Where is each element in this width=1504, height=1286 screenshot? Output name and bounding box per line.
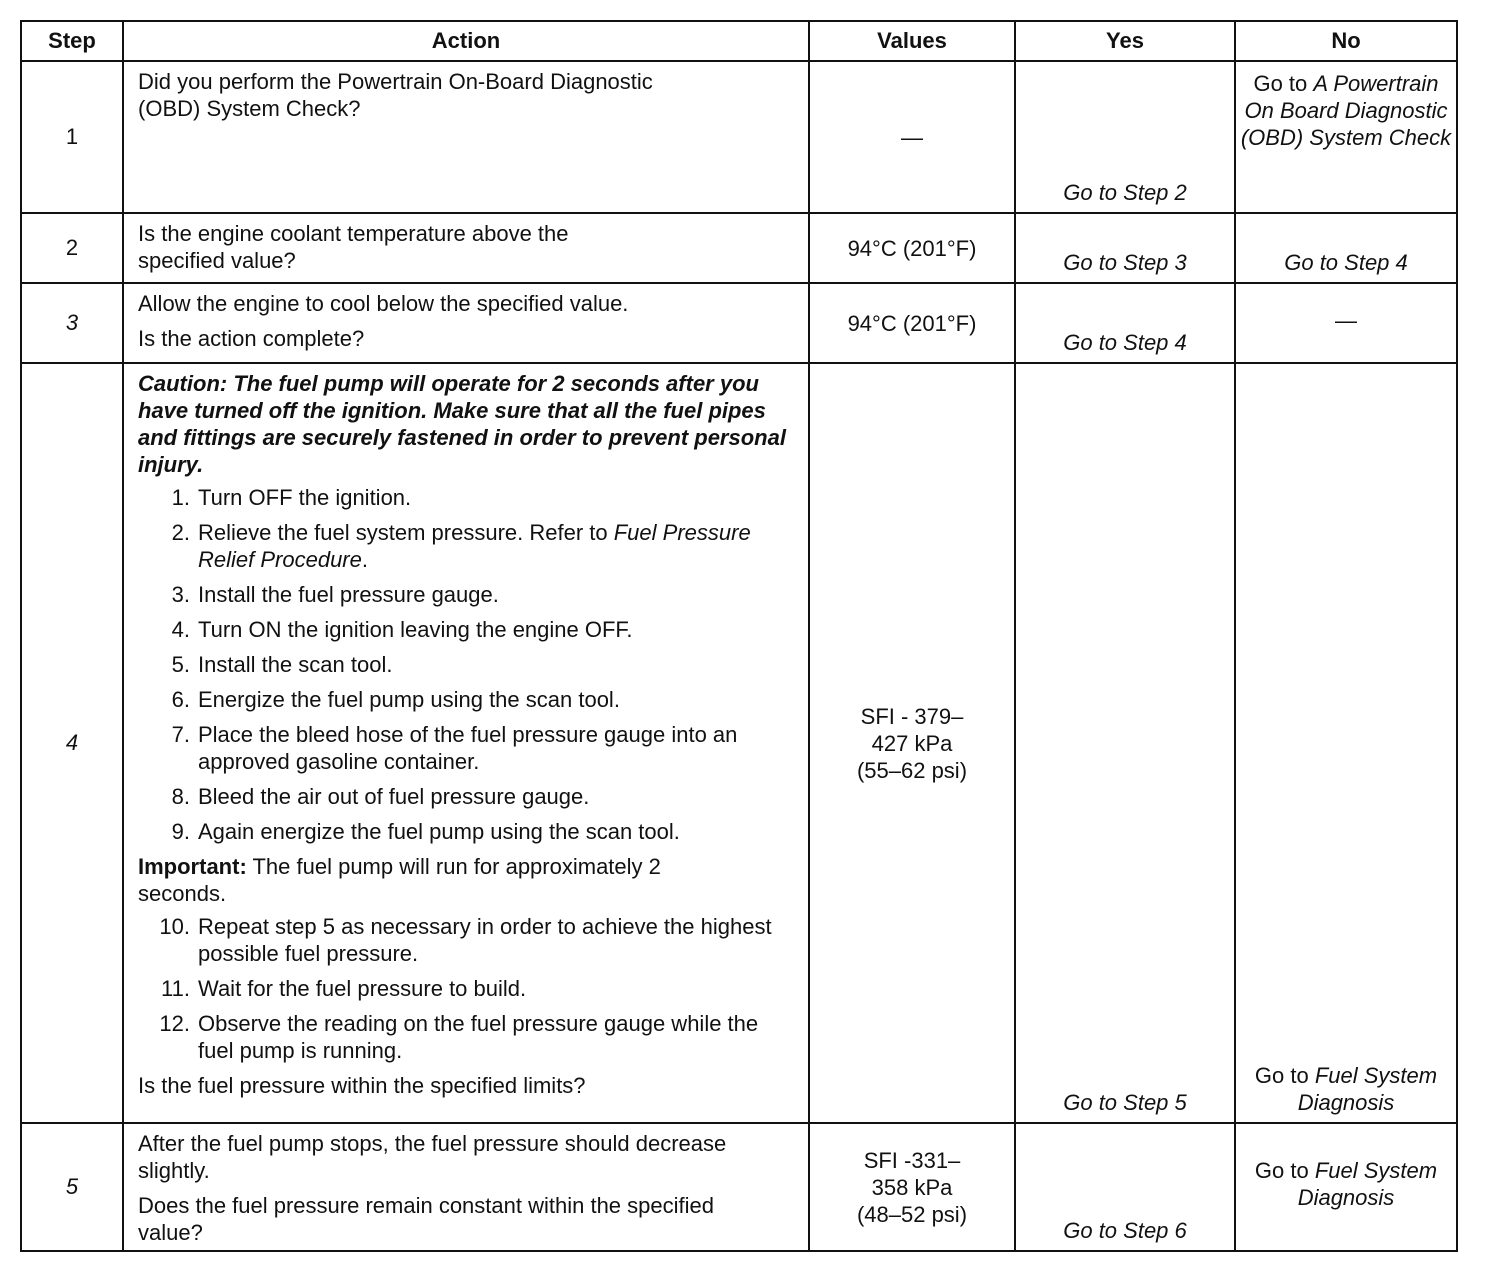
- list-item: 2. Relieve the fuel system pressure. Refer to Fuel Pressure Relief Procedure.: [171, 520, 751, 572]
- header-yes: Yes: [1015, 21, 1235, 61]
- yes-cell: Go to Step 2: [1015, 61, 1235, 213]
- table-row-step-3: [21, 283, 1457, 363]
- header-step: Step: [21, 21, 123, 61]
- header-action: Action: [123, 21, 809, 61]
- step-number: 2: [21, 213, 123, 283]
- step-number: 1: [21, 61, 123, 213]
- no-cell: Go to Step 4: [1235, 213, 1457, 283]
- action-cell: [123, 1123, 809, 1251]
- header-row: [21, 21, 1457, 61]
- no-prefix: Go to: [1253, 71, 1314, 96]
- important-note: Important: The fuel pump will run for approximately 2 seconds.: [138, 854, 661, 906]
- values-cell: 94°C (201°F): [809, 213, 1015, 283]
- action-cell: [123, 61, 809, 213]
- action-question: Is the fuel pressure within the specified limits?: [138, 1073, 586, 1098]
- values-cell: [809, 363, 1015, 1123]
- yes-cell: Go to Step 4: [1015, 283, 1235, 363]
- header-no: No: [1235, 21, 1457, 61]
- list-item: 11. Wait for the fuel pressure to build.: [161, 976, 527, 1001]
- no-link[interactable]: Fuel System Diagnosis: [1297, 1158, 1438, 1210]
- step-number: 5: [21, 1123, 123, 1251]
- list-item: 6. Energize the fuel pump using the scan tool.: [171, 687, 620, 712]
- diagnostic-table: [20, 20, 1458, 1252]
- action-cell: [123, 213, 809, 283]
- list-item: 7. Place the bleed hose of the fuel pressure gauge into an approved gasoline container.: [171, 722, 738, 774]
- no-link[interactable]: Fuel System Diagnosis: [1297, 1063, 1438, 1115]
- yes-cell: Go to Step 5: [1015, 363, 1235, 1123]
- no-cell: —: [1235, 283, 1457, 363]
- list-item: 10. Repeat step 5 as necessary in order to achieve the highest possible fuel pressure.: [159, 914, 772, 966]
- procedure-list: [138, 484, 796, 845]
- action-text: Did you perform the Powertrain On-Board Diagnostic (OBD) System Check?: [138, 69, 653, 121]
- yes-cell: Go to Step 6: [1015, 1123, 1235, 1251]
- table-row-step-1: [21, 61, 1457, 213]
- list-item: 4. Turn ON the ignition leaving the engine OFF.: [171, 617, 633, 642]
- action-question: Is the action complete?: [138, 326, 365, 351]
- table-row-step-5: [21, 1123, 1457, 1251]
- no-cell: [1235, 363, 1457, 1123]
- list-item: 5. Install the scan tool.: [171, 652, 393, 677]
- action-text: Allow the engine to cool below the specified value.: [138, 291, 629, 316]
- action-question: Does the fuel pressure remain constant within the specified value?: [138, 1193, 714, 1245]
- no-cell: [1235, 1123, 1457, 1251]
- list-item: 9. Again energize the fuel pump using the scan tool.: [171, 819, 680, 844]
- table-row-step-4: [21, 363, 1457, 1123]
- values-cell: [809, 1123, 1015, 1251]
- step-number: 3: [21, 283, 123, 363]
- header-values: Values: [809, 21, 1015, 61]
- action-cell: [123, 363, 809, 1123]
- table-row-step-2: [21, 213, 1457, 283]
- step-number: 4: [21, 363, 123, 1123]
- values-text: SFI -331–358 kPa (48–52 psi): [856, 1147, 968, 1227]
- values-text: SFI - 379–427 kPa (55–62 psi): [856, 703, 968, 783]
- values-cell: 94°C (201°F): [809, 283, 1015, 363]
- list-item: 8. Bleed the air out of fuel pressure gauge.: [171, 784, 590, 809]
- procedure-list-continued: [138, 913, 796, 1064]
- values-cell: —: [809, 61, 1015, 213]
- yes-cell: Go to Step 3: [1015, 213, 1235, 283]
- caution-text: Caution: The fuel pump will operate for 2 seconds after you have turned off the ignition. Make sure that all the fuel pipes and fittings are securely fastened in order to prevent personal injury.: [138, 371, 786, 477]
- no-cell: [1235, 61, 1457, 213]
- no-prefix: Go to: [1254, 1063, 1315, 1088]
- list-item: 1. Turn OFF the ignition.: [171, 485, 412, 510]
- action-text: Is the engine coolant temperature above the specified value?: [138, 221, 569, 273]
- action-cell: [123, 283, 809, 363]
- no-link[interactable]: A Powertrain On Board Diagnostic (OBD) System Check: [1240, 71, 1452, 150]
- procedure-link[interactable]: Fuel Pressure Relief Procedure: [198, 520, 751, 572]
- no-prefix: Go to: [1254, 1158, 1315, 1183]
- action-text: After the fuel pump stops, the fuel pressure should decrease slightly.: [138, 1131, 727, 1183]
- list-item: 12. Observe the reading on the fuel pressure gauge while the fuel pump is running.: [159, 1011, 759, 1063]
- list-item: 3. Install the fuel pressure gauge.: [171, 582, 499, 607]
